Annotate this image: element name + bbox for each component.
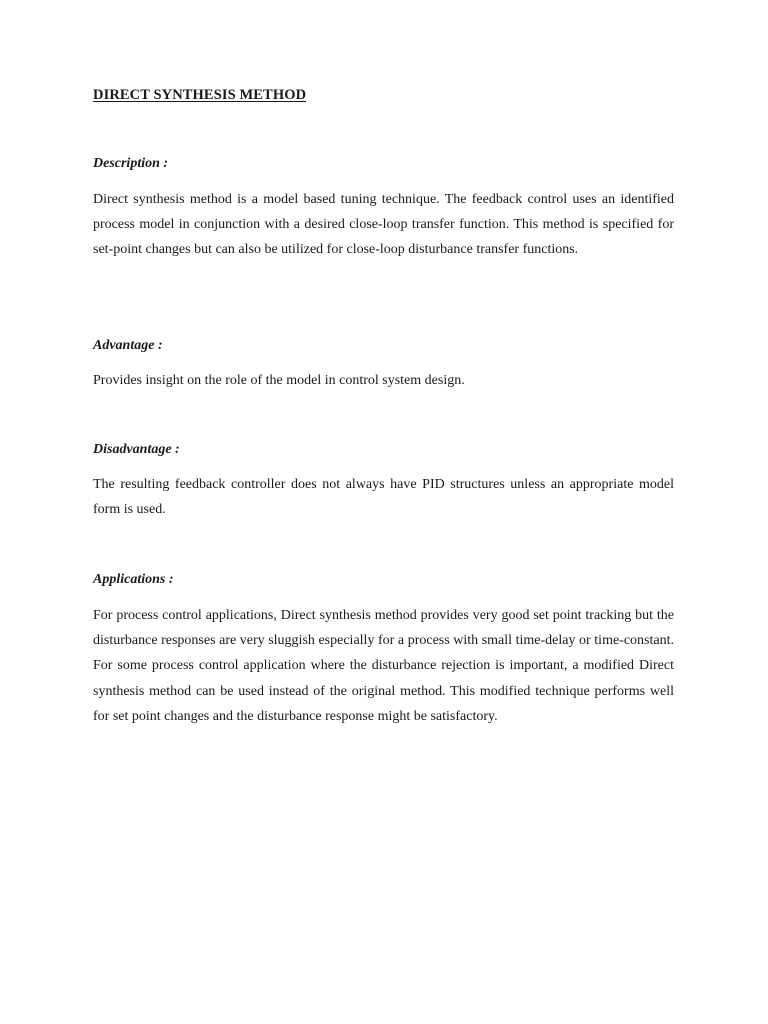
description-heading: Description : [93,156,169,171]
disadvantage-paragraph: The resulting feedback controller does not always have PID structures unless an appropriate model form is used. [93,477,674,518]
advantage-heading: Advantage : [93,338,163,353]
applications-heading: Applications : [93,572,174,587]
advantage-paragraph: Provides insight on the role of the model in control system design. [93,373,465,388]
applications-paragraph: For process control applications, Direct synthesis method provides very good set point tracking but the disturbance responses are very sluggish especially for a process with small time-delay or time-constant. For some process control application where the disturbance rejection is important, a modified Direct synthesis method can be used instead of the original method. This modified technique performs well for set point changes and the disturbance response might be satisfactory. [93,608,674,724]
disadvantage-heading: Disadvantage : [93,442,180,457]
description-paragraph: Direct synthesis method is a model based tuning technique. The feedback control uses an identified process model in conjunction with a desired close-loop transfer function. This method is specified for set-point changes but can also be utilized for close-loop disturbance transfer functions. [93,192,674,258]
document-title: DIRECT SYNTHESIS METHOD [93,87,307,103]
